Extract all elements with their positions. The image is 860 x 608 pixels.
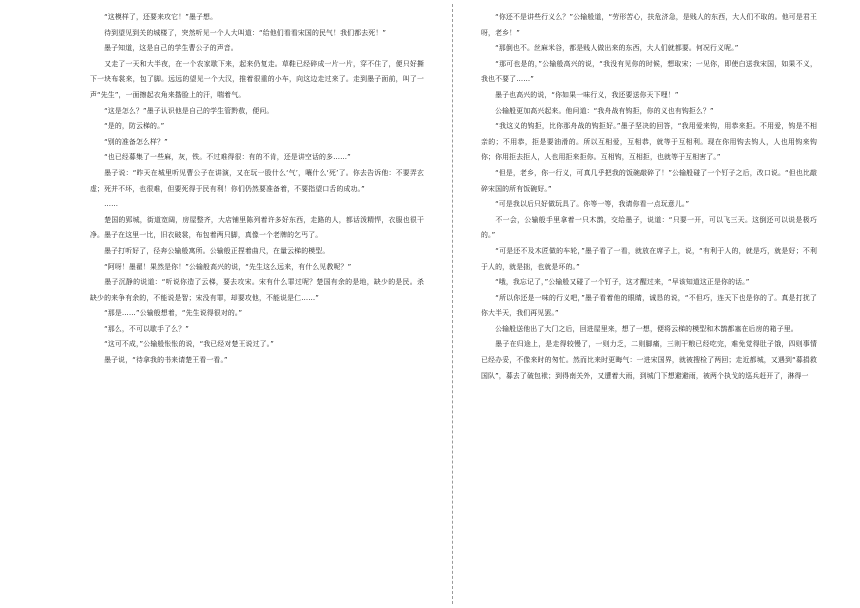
paragraph: 公输般送他出了大门之后，回进屋里来，想了一想，便将云梯的模型和木鹊都塞在后房的箱子里。: [481, 324, 798, 333]
column-divider: [452, 4, 453, 604]
paragraph: “但是，老乡，你一行义，可真几乎把我的饭碗敲碎了！”公输般碰了一个钉子之后，改口说。“但也比敲碎宋国的所有饭碗好。”: [481, 168, 817, 193]
paragraph: “这可不成，”公输般怅怅的说，“我已经对楚王说过了。”: [90, 340, 274, 349]
paragraph: “哦，我忘记了，”公输般又碰了一个钉子，这才醒过来，“早该知道这正是你的话。”: [481, 278, 750, 287]
paragraph: “你还不是讲些行义么？”公输般道，“劳形苦心，扶危济急，是贱人的东西，大人们不取的。他可是君王呀，老乡！”: [481, 13, 817, 37]
paragraph: “这是怎么？”墨子认识他是自己的学生管黔敖，便问。: [90, 106, 274, 115]
paragraph: “我这义的钩拒，比你那舟战的钩拒好。”墨子坚决的回答，“我用爱来钩，用恭来拒。不用爱，钩是不相亲的；不用恭，拒是要油滑的。所以互相爱，互相恭，就等于互相利。现在你用钩去钩人，人也用钩来钩你；你用拒去拒人，人也用拒来拒你。互相钩，互相拒，也就等于互相害了。”: [481, 122, 817, 162]
paragraph: 墨子打听好了，径奔公输般寓所。公输般正捏着曲尺，在量云梯的模型。: [90, 246, 330, 255]
paragraph: 墨子沉静的说道：“听说你造了云梯，要去攻宋。宋有什么罪过呢？楚国有余的是地，缺少的是民。杀缺少的来争有余的，不能说是智；宋没有罪，却要攻他，不能说是仁……”: [90, 278, 424, 302]
paragraph: “是的，防云梯的。”: [90, 122, 165, 131]
paragraph: 墨子知道，这是自己的学生曹公子的声音。: [90, 44, 238, 53]
paragraph: 不一会，公输般手里拿着一只木鹊，交给墨子，说道：“只要一开，可以飞三天。这倒还可以说是极巧的。”: [481, 215, 817, 240]
paragraph: “那倒也不。丝麻米谷，都是贱人做出来的东西，大人们就都要。何况行义呢。”: [481, 44, 739, 53]
paragraph: 墨子说，“待拿我的书来请楚王看一看。”: [90, 356, 228, 365]
paragraph: 墨子也高兴的说，“你如果一味行义，我还要送你天下哩！”: [481, 90, 679, 99]
paragraph: “这模样了，还要来攻它！”墨子想。: [90, 13, 218, 21]
paragraph: 楚国的郢城，街道宽阔，房屋整齐，大店铺里陈列着许多好东西，走路的人，都话泼精悍，衣服也很干净。墨子在这里一比，旧衣破裳，布包着两只脚，真像一个老牌的乞丐了。: [90, 215, 424, 240]
paragraph: 公输般更加高兴起来。他问道：“我舟战有钩拒，你的义也有钩拒么？”: [481, 106, 714, 115]
paragraph: “可是还不及木匠做的车轮，”墨子看了一看，就放在席子上，说，“有利于人的，就是巧，就是好；不利于人的，就是拙，也就是坏的。”: [481, 246, 817, 271]
paragraph: 墨子在归途上，是走得较慢了，一则力乏，二则脚痛，三则干粮已经吃完，难免觉得肚子饿，四则事情已经办妥，不像来时的匆忙。然而比来时更晦气：一进宋国界，就被搜检了两回；走近都城，又遇到“募捐救国队”，募去了破包袱；到得南关外，又遭着大雨，到城门下想避避雨，被两个执戈的巡兵赶开了，淋得一: [481, 340, 817, 380]
right-column: [481, 10, 817, 384]
section-ellipsis: ……: [90, 200, 119, 209]
paragraph: 又走了一天和大半夜，在一个农家歇下来，起来仍复走。草鞋已经碎成一片一片，穿不住了，便只好撕下一块布裳来，包了脚。远远的望见一个大汉，推着很重的小车，向这边走过来了。走到墨子面前，叫了一声“先生”，一面擦起衣角来揩脸上的汗，喘着气。: [90, 59, 424, 99]
paragraph: “那么，不可以歇手了么？”: [90, 324, 189, 333]
paragraph: 待到望见到关的城楼了，突然听见一个人大叫道：“给他们看看宋国的民气！我们都去死！”: [90, 28, 387, 37]
paragraph: “可是我以后只好做玩具了。你等一等，我请你看一点玩意儿。”: [481, 200, 690, 209]
paragraph: “那可也是的，”公输般高兴的说，“我没有见你的时候，想取宋；一见你，即使白送我宋国，如果不义，我也不要了……”: [481, 59, 817, 84]
paragraph: “那是……”公输般想着，“先生说得很对的。”: [90, 309, 243, 318]
left-column: [90, 10, 424, 369]
paragraph: “所以你还是一味的行义吧，”墨子看着他的眼睛，诚恳的说，“不但巧，连天下也是你的了。真是打扰了你大半天，我们再见罢。”: [481, 293, 817, 318]
paragraph: “别的准备怎么样？”: [90, 137, 168, 146]
paragraph: “阿呀！墨翟！果然是你！”公输般高兴的说，“先生这么远来，有什么见教呢？”: [90, 262, 352, 271]
paragraph: “也已经募集了一些麻，灰，铁。不过难得很：有的不肯，还是讲空话的多……”: [90, 153, 351, 162]
paragraph: 墨子说：“昨天在城里听见曹公子在讲演，又在玩一股什么‘气’，嚷什么‘死’了。你去告诉他：不要弄玄虚；死并不坏，也很难，但要死得于民有利！你们仍然要准备着，不要指望口舌的成功。”: [90, 168, 424, 193]
